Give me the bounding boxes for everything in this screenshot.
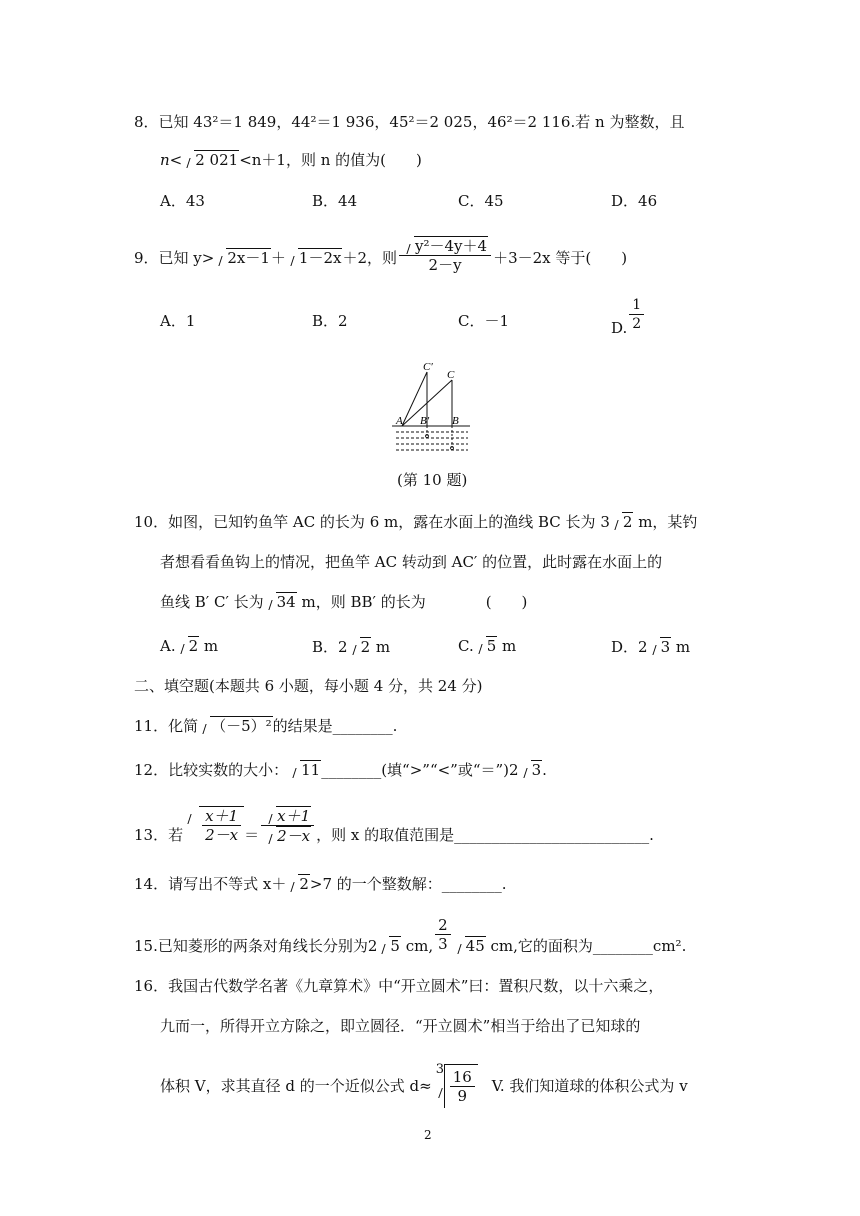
q8-option-a: A．43 xyxy=(160,192,205,210)
q10-line2: 者想看看鱼钩上的情况，把鱼竿 AC 转动到 AC′ 的位置，此时露在水面上的 xyxy=(160,553,663,571)
q14-line: 14．请写出不等式 x＋ 2>7 的一个整数解：________. xyxy=(134,875,507,893)
q8-option-d: D．46 xyxy=(611,192,658,210)
q11-line: 11．化简 （－5）²的结果是________. xyxy=(134,717,398,735)
fig-label-b: B xyxy=(452,415,459,427)
q9-option-c: C．－1 xyxy=(458,312,510,330)
q9-option-a: A．1 xyxy=(160,312,196,330)
q9-option-d: D. $\frac{1}{2}$ xyxy=(611,296,646,333)
fig-label-a: A xyxy=(396,415,403,427)
figure-10-caption: (第 10 题) xyxy=(397,471,468,489)
fig-label-c: C xyxy=(447,369,455,381)
q12-line: 12．比较实数的大小： 11________(填“>”“<”或“＝”)2 3. xyxy=(134,761,547,779)
figure-10 xyxy=(390,360,480,460)
q8-line2: n< 2 021<n＋1，则 n 的值为( ) xyxy=(160,151,422,169)
q9-line: 9．已知 y> 2x－1＋ 1－2x＋2，则 $\frac{\text{y²－4y＋4}}{2-y}$ ＋3－2x 等于( ) xyxy=(134,237,628,274)
fig-label-b-prime: B′ xyxy=(420,415,430,427)
q10-option-d: D．2 3 m xyxy=(611,638,691,656)
q9-option-b: B．2 xyxy=(312,312,348,330)
q10-line1: 10．如图，已知钓鱼竿 AC 的长为 6 m，露在水面上的渔线 BC 长为 3 2 m，某钓 xyxy=(134,513,698,531)
q10-option-b: B．2 2 m xyxy=(312,638,391,656)
q8-option-c: C．45 xyxy=(458,192,504,210)
q13-line: 13．若 $\frac{x+1}{2-x}$ ＝ $\frac{x+1}{2-x}$ ，则 x 的取值范围是__________________________. xyxy=(134,807,654,845)
q16-line3: 体积 V，求其直径 d 的一个近似公式 d≈ 3 $\frac{16}{9}$ V. 我们知道球的体积公式为 v xyxy=(160,1060,688,1110)
q16-line1: 16．我国古代数学名著《九章算术》中“开立圆术”曰：置积尺数，以十六乘之， xyxy=(134,977,664,995)
q16-line2: 九而一，所得开立方除之，即立圆径．“开立圆术”相当于给出了已知球的 xyxy=(160,1017,641,1035)
q15-line: 15.已知菱形的两条对角线长分别为2 5 cm, $\frac{2}{3}$ 45 cm,它的面积为________cm². xyxy=(134,916,687,955)
q8-line1: 8．已知 43²＝1 849，44²＝1 936，45²＝2 025，46²＝2 116.若 n 为整数，且 xyxy=(134,113,685,131)
page-number: 2 xyxy=(424,1128,432,1142)
q8-option-b: B．44 xyxy=(312,192,358,210)
q10-option-c: C. 5 m xyxy=(458,637,517,655)
section-2-heading: 二、填空题(本题共 6 小题，每小题 4 分，共 24 分) xyxy=(134,677,483,695)
q10-line3: 鱼线 B′ C′ 长为 34 m，则 BB′ 的长为 ( ) xyxy=(160,593,528,611)
fig-label-c-prime: C′ xyxy=(423,361,433,373)
q10-option-a: A. 2 m xyxy=(160,637,219,655)
